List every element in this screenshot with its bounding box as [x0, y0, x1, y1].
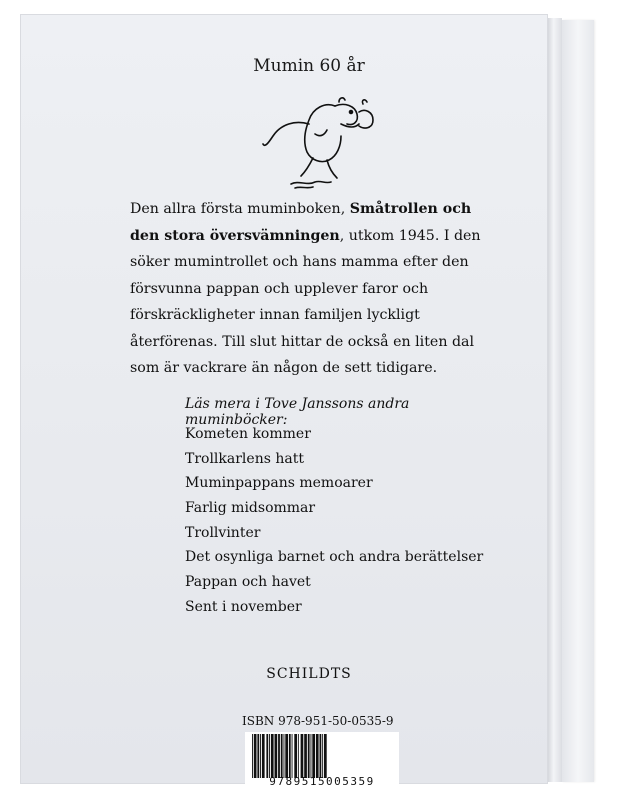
list-item: Trollvinter [185, 524, 261, 541]
barcode-bar [311, 734, 312, 778]
list-item: Det osynliga barnet och andra berättelser [185, 549, 484, 566]
barcode-bar [269, 734, 270, 778]
barcode-bar [285, 734, 288, 778]
list-item: Sent i november [185, 598, 302, 615]
moomin-drawing-icon [255, 94, 385, 194]
barcode-bar [324, 734, 327, 778]
barcode-bar [275, 734, 278, 778]
barcode-bar [292, 734, 293, 778]
blurb-body: , utkom 1945. I den söker mumintrollet och hans mamma efter den försvunna pappan och upplever faror och förskräckligheter innan familjen lyckligt återförenas. Till slut hittar de också en liten dal som är vackrare än någon de sett tidigare. [130, 227, 481, 376]
barcode-bar [289, 734, 291, 778]
barcode-bars [251, 734, 393, 778]
barcode-bar [284, 734, 285, 778]
list-item: Kometen kommer [185, 426, 311, 442]
book-back-cover [20, 14, 598, 788]
list-item: Farlig midsommar [185, 500, 316, 517]
barcode-bar [266, 734, 268, 778]
barcode-bar [312, 734, 315, 778]
barcode-bar [257, 734, 259, 778]
publisher-name: SCHILDTS [266, 666, 352, 682]
barcode [245, 732, 399, 788]
cover-title: Mumin 60 år [253, 56, 365, 76]
barcode-bar [316, 734, 319, 778]
cover-blurb [130, 196, 500, 382]
barcode-bar [294, 734, 297, 778]
isbn-text: ISBN 978-951-50-0535-9 [242, 714, 394, 728]
list-item: Pappan och havet [185, 574, 311, 591]
blurb-book-title: Småtrollen och den stora översvämningen [130, 201, 472, 244]
barcode-bar [304, 734, 307, 778]
barcode-bar [278, 734, 280, 778]
list-item: Trollkarlens hatt [185, 450, 304, 467]
barcode-bar [262, 734, 265, 778]
barcode-bar [320, 734, 322, 778]
barcode-bar [322, 734, 323, 778]
barcode-bar [298, 734, 299, 778]
barcode-bar [308, 734, 310, 778]
barcode-bar [260, 734, 261, 778]
barcode-bar [254, 734, 257, 778]
barcode-bar [252, 734, 253, 778]
book-list [185, 422, 483, 620]
list-item: Muminpappans memoarer [185, 475, 373, 492]
barcode-bar [271, 734, 274, 778]
blurb-intro: Den allra första muminboken, [130, 201, 350, 217]
barcode-bar [301, 734, 304, 778]
more-books-heading: Läs mera i Tove Janssons andra muminböcker: [185, 396, 410, 428]
barcode-bar [281, 734, 283, 778]
barcode-digits: 9789515005359 [269, 775, 375, 788]
